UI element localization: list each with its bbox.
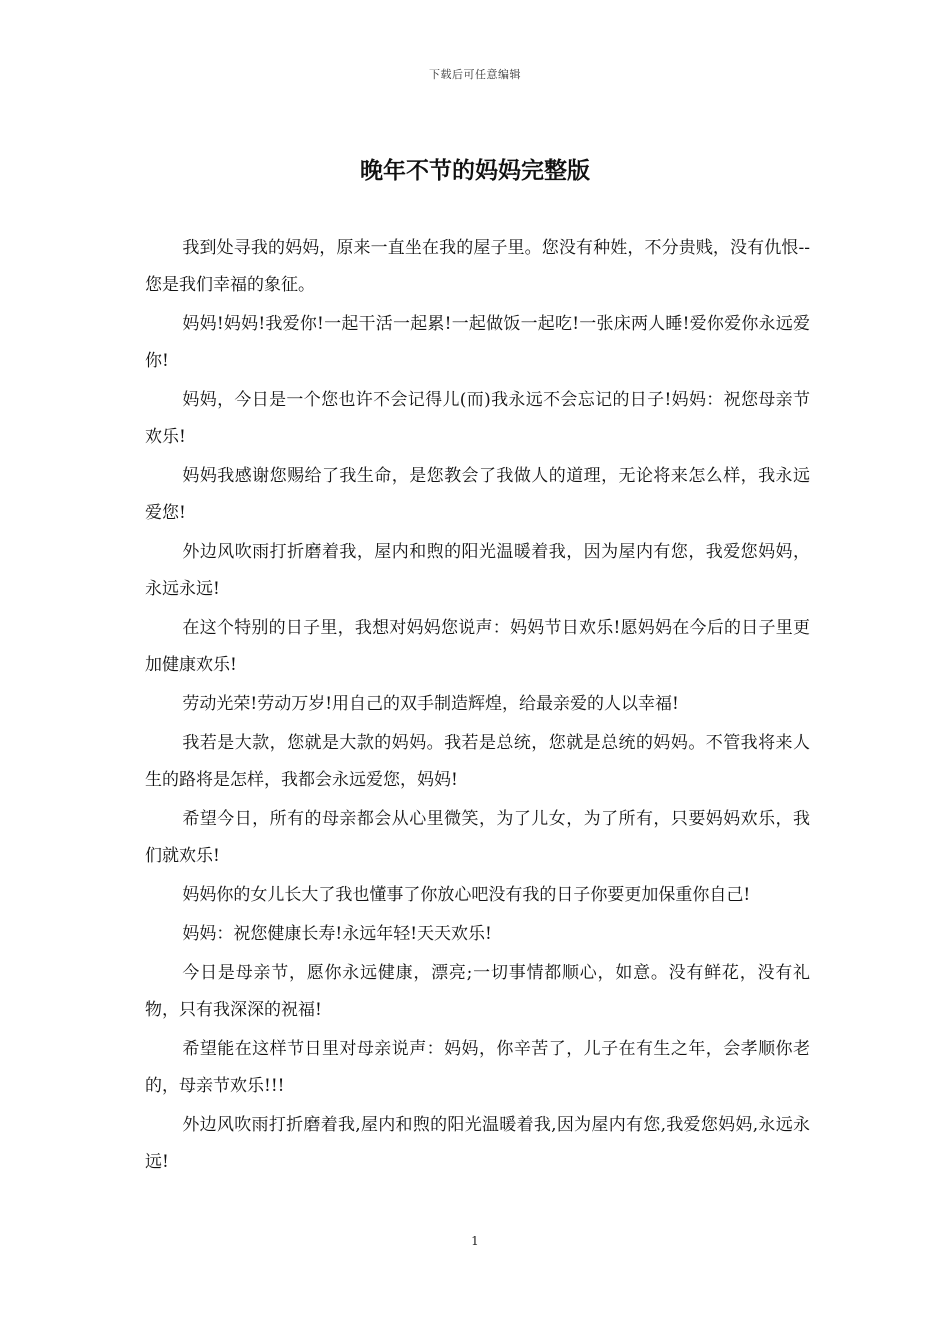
header-note: 下载后可任意编辑	[429, 68, 521, 81]
paragraph: 妈妈!妈妈!我爱你!一起干活一起累!一起做饭一起吃!一张床两人睡!爱你爱你永远爱你!	[145, 314, 810, 371]
paragraph: 外边风吹雨打折磨着我，屋内和煦的阳光温暖着我，因为屋内有您，我爱您妈妈，永远永远!	[145, 542, 810, 599]
paragraph: 希望能在这样节日里对母亲说声：妈妈，你辛苦了，儿子在有生之年，会孝顺你老的，母亲节欢乐!!!	[145, 1039, 810, 1096]
paragraph: 我到处寻我的妈妈，原来一直坐在我的屋子里。您没有种姓，不分贵贱，没有仇恨--您是我们幸福的象征。	[145, 238, 810, 295]
document-body	[145, 230, 810, 1183]
page-number: 1	[471, 1234, 479, 1248]
paragraph: 在这个特别的日子里，我想对妈妈您说声：妈妈节日欢乐!愿妈妈在今后的日子里更加健康欢乐!	[145, 618, 810, 675]
document-title: 晚年不节的妈妈完整版	[360, 157, 590, 184]
paragraph: 妈妈你的女儿长大了我也懂事了你放心吧没有我的日子你要更加保重你自己!	[182, 885, 751, 905]
paragraph: 妈妈，今日是一个您也许不会记得儿(而)我永远不会忘记的日子!妈妈：祝您母亲节欢乐!	[145, 390, 810, 447]
paragraph: 今日是母亲节，愿你永远健康，漂亮;一切事情都顺心，如意。没有鲜花，没有礼物，只有我深深的祝福!	[145, 963, 810, 1020]
paragraph: 妈妈：祝您健康长寿!永远年轻!天天欢乐!	[182, 924, 492, 944]
paragraph: 我若是大款，您就是大款的妈妈。我若是总统，您就是总统的妈妈。不管我将来人生的路将是怎样，我都会永远爱您，妈妈!	[145, 733, 810, 790]
paragraph: 外边风吹雨打折磨着我,屋内和煦的阳光温暖着我,因为屋内有您,我爱您妈妈,永远永远!	[145, 1115, 810, 1172]
paragraph: 妈妈我感谢您赐给了我生命，是您教会了我做人的道理，无论将来怎么样，我永远爱您!	[145, 466, 810, 523]
paragraph: 劳动光荣!劳动万岁!用自己的双手制造辉煌，给最亲爱的人以幸福!	[182, 694, 679, 714]
paragraph: 希望今日，所有的母亲都会从心里微笑，为了儿女，为了所有，只要妈妈欢乐，我们就欢乐!	[145, 809, 810, 866]
